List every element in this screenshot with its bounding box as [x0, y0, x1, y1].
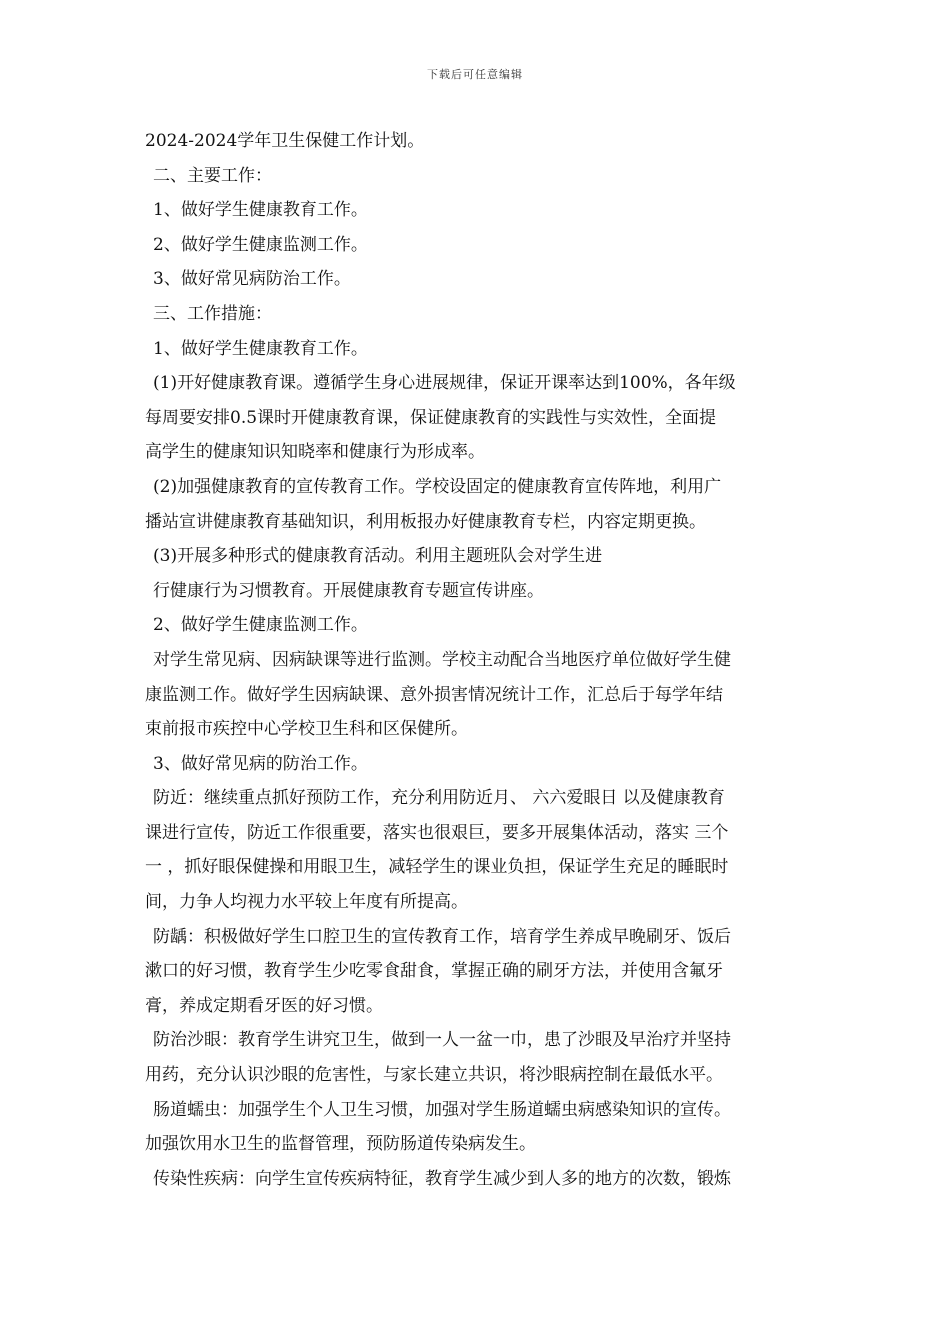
section-heading: 二、主要工作：: [153, 165, 272, 186]
paragraph-line: 康监测工作。做好学生因病缺课、意外损害情况统计工作，汇总后于每学年结: [145, 684, 723, 705]
paragraph-line: 防近：继续重点抓好预防工作，充分利用防近月、 六六爱眼日 以及健康教育: [153, 788, 725, 809]
paragraph-line: (3)开展多种形式的健康教育活动。利用主题班队会对学生进: [153, 546, 603, 567]
paragraph-line: (2)加强健康教育的宣传教育工作。学校设固定的健康教育宣传阵地，利用广: [153, 476, 722, 497]
paragraph-line: 加强饮用水卫生的监督管理，预防肠道传染病发生。: [145, 1134, 536, 1155]
list-item: 2、做好学生健康监测工作。: [153, 234, 368, 255]
subsection-heading: 2、做好学生健康监测工作。: [153, 615, 368, 636]
list-item: 3、做好常见病防治工作。: [153, 269, 351, 290]
paragraph-line: 用药，充分认识沙眼的危害性，与家长建立共识，将沙眼病控制在最低水平。: [145, 1065, 723, 1086]
section-heading: 三、工作措施：: [153, 303, 272, 324]
paragraph-line: 每周要安排0.5课时开健康教育课，保证健康教育的实践性与实效性，全面提: [145, 407, 717, 428]
subsection-heading: 3、做好常见病的防治工作。: [153, 753, 368, 774]
doc-title: 2024-2024学年卫生保健工作计划。: [145, 131, 425, 151]
paragraph-line: 束前报市疾控中心学校卫生科和区保健所。: [145, 719, 468, 740]
paragraph-line: 膏，养成定期看牙医的好习惯。: [145, 995, 383, 1016]
paragraph-line: (1)开好健康教育课。遵循学生身心进展规律，保证开课率达到100%，各年级: [153, 373, 736, 394]
paragraph-line: 肠道蠕虫：加强学生个人卫生习惯，加强对学生肠道蠕虫病感染知识的宣传。: [153, 1099, 731, 1120]
paragraph-line: 高学生的健康知识知晓率和健康行为形成率。: [145, 442, 485, 463]
paragraph-line: 防治沙眼：教育学生讲究卫生，做到一人一盆一巾，患了沙眼及早治疗并坚持: [153, 1030, 731, 1051]
page-header: 下载后可任意编辑: [427, 68, 523, 81]
document-body: [145, 124, 813, 1196]
paragraph-line: 播站宣讲健康教育基础知识，利用板报办好健康教育专栏，内容定期更换。: [145, 511, 706, 532]
paragraph-line: 防龋：积极做好学生口腔卫生的宣传教育工作，培育学生养成早晚刷牙、饭后: [153, 926, 731, 947]
paragraph-line: 行健康行为习惯教育。开展健康教育专题宣传讲座。: [153, 580, 544, 601]
paragraph-line: 对学生常见病、因病缺课等进行监测。学校主动配合当地医疗单位做好学生健: [153, 649, 731, 670]
paragraph-line: 课进行宣传，防近工作很重要，落实也很艰巨，要多开展集体活动，落实 三个: [145, 822, 729, 843]
paragraph-line: 间，力争人均视力水平较上年度有所提高。: [145, 892, 468, 913]
subsection-heading: 1、做好学生健康教育工作。: [153, 338, 368, 359]
paragraph-line: 一 ，抓好眼保健操和用眼卫生，减轻学生的课业负担，保证学生充足的睡眠时: [145, 857, 729, 878]
paragraph-line: 漱口的好习惯，教育学生少吃零食甜食，掌握正确的刷牙方法，并使用含氟牙: [145, 961, 723, 982]
list-item: 1、做好学生健康教育工作。: [153, 200, 368, 221]
paragraph-line: 传染性疾病：向学生宣传疾病特征，教育学生减少到人多的地方的次数，锻炼: [153, 1168, 731, 1189]
